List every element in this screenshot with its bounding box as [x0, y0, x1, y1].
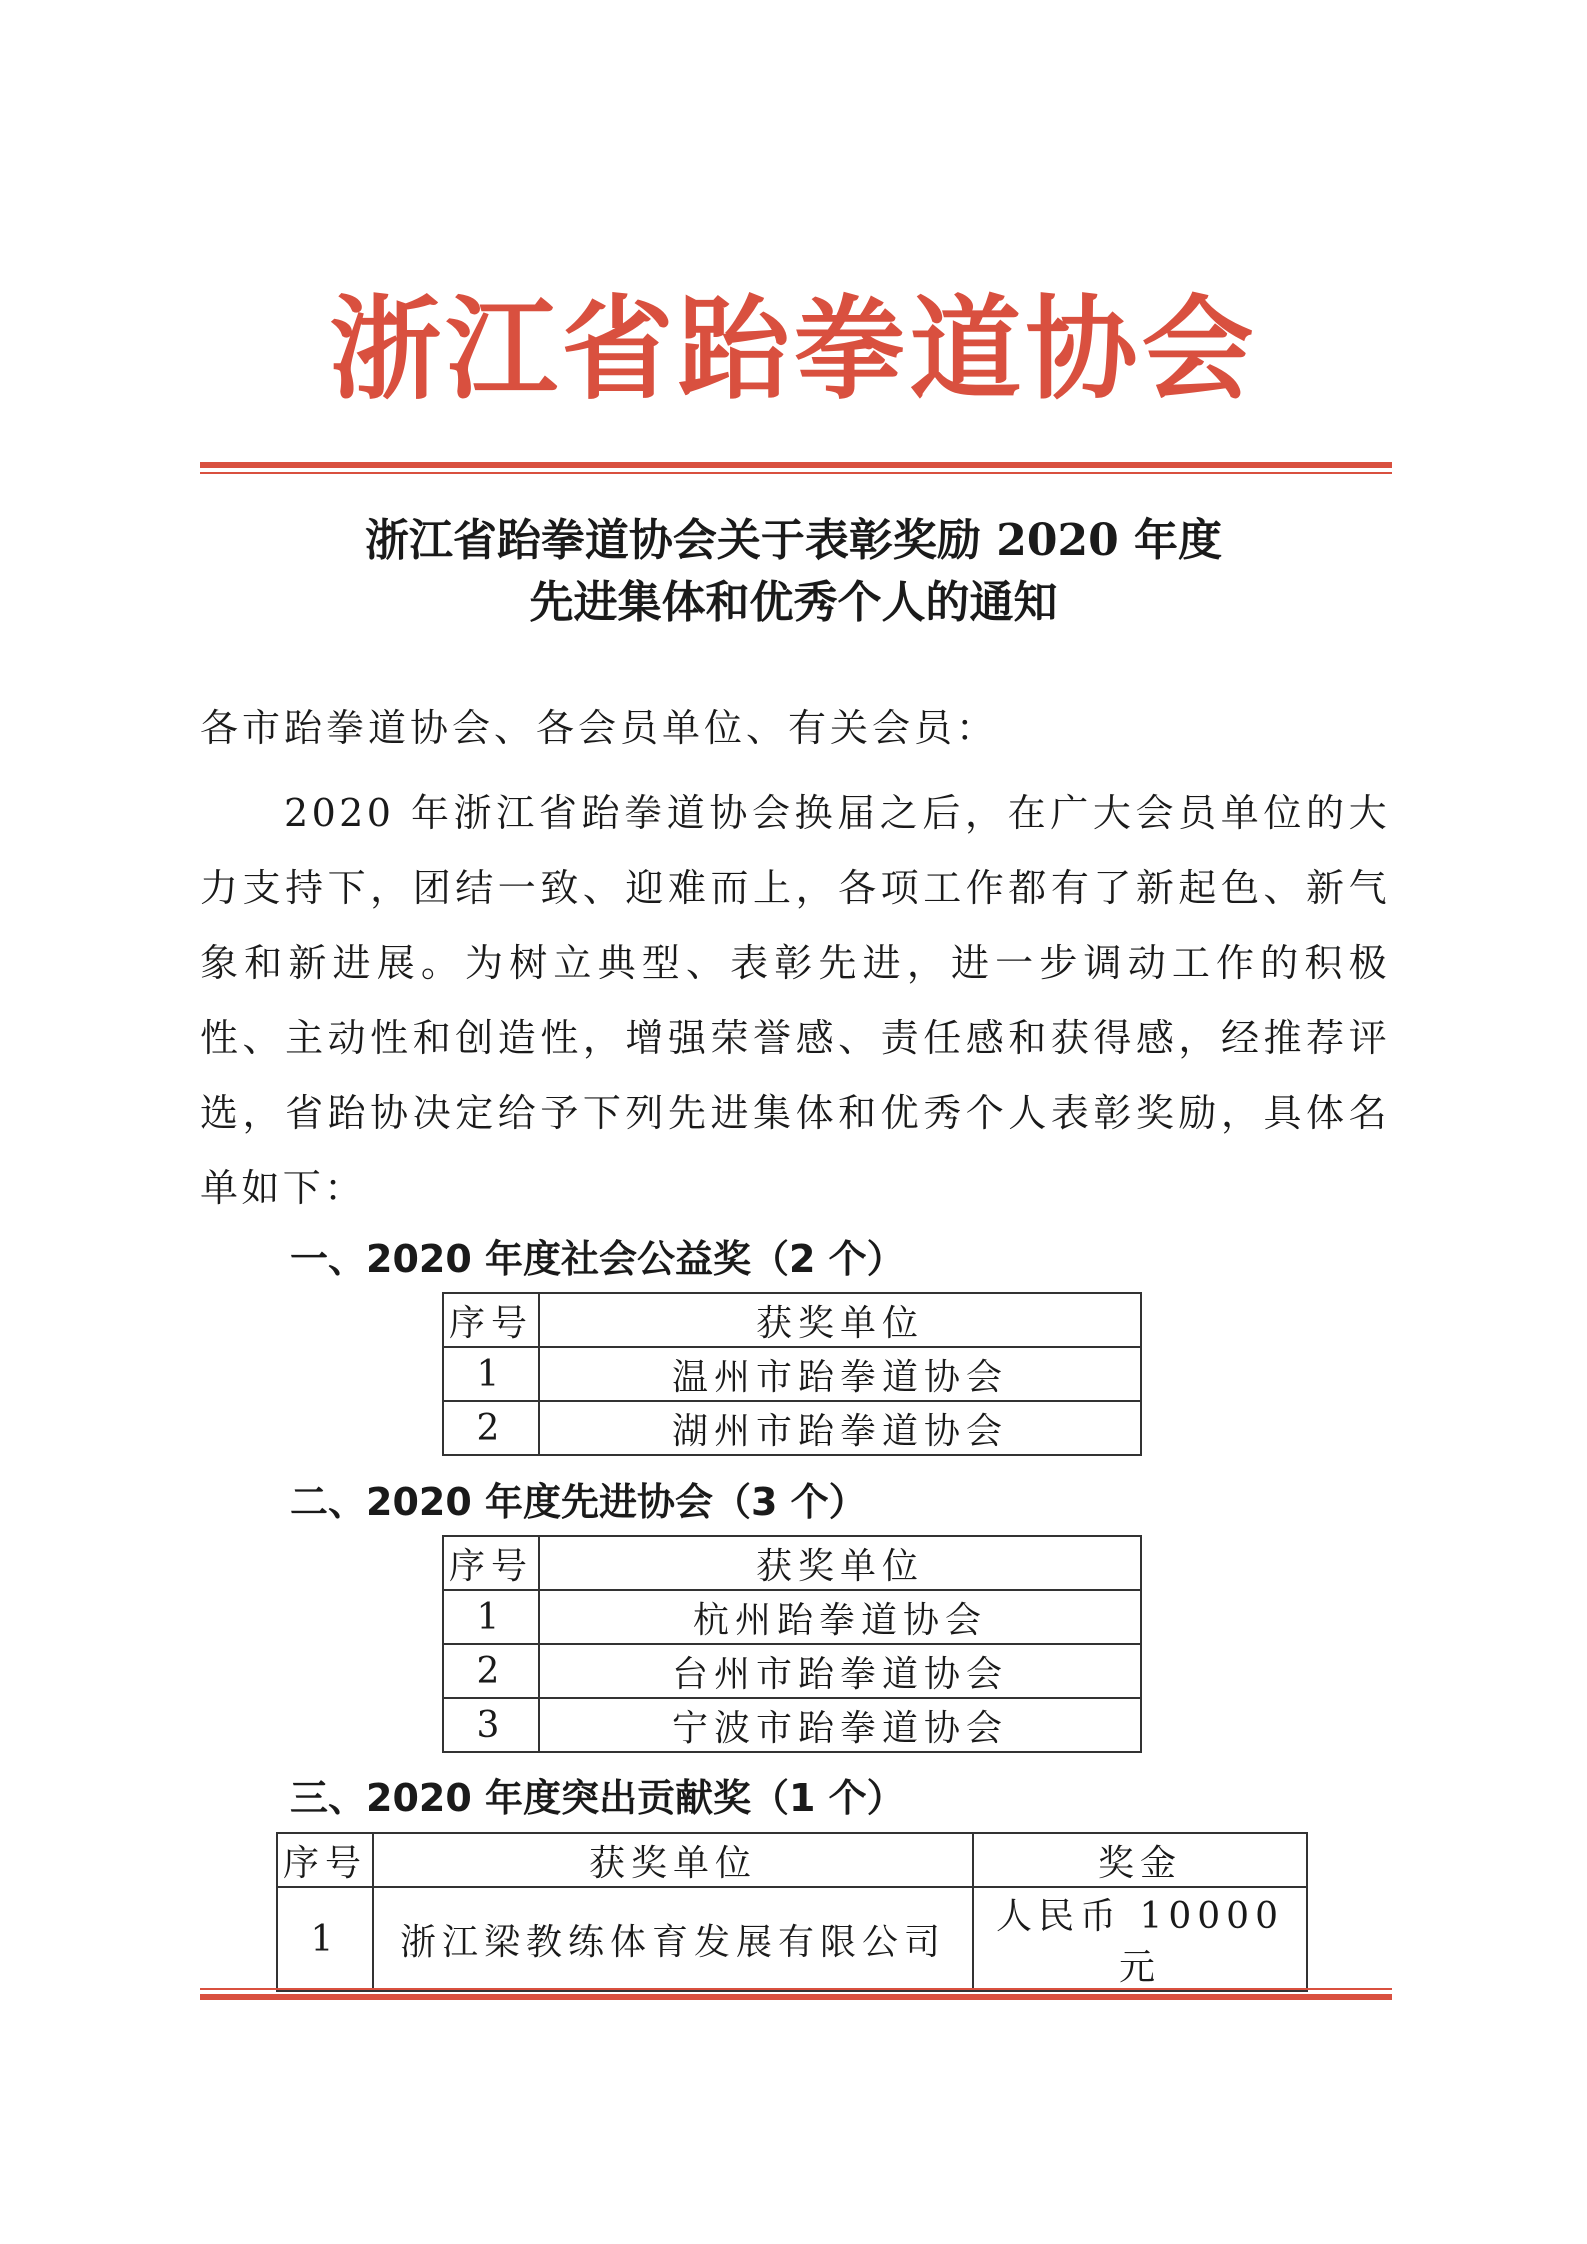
footer-divider-thick	[200, 1994, 1392, 2000]
section-heading-advanced-association: 二、2020 年度先进协会（3 个）	[290, 1480, 867, 1524]
body-paragraph	[200, 776, 1390, 1226]
section-heading-public-welfare: 一、2020 年度社会公益奖（2 个）	[290, 1237, 905, 1281]
header-divider-thin	[200, 472, 1392, 474]
row-index: 3	[443, 1698, 539, 1752]
table-row	[277, 1887, 1307, 1991]
table-row	[443, 1644, 1141, 1698]
award-unit: 湖州市跆拳道协会	[539, 1401, 1141, 1455]
row-index: 2	[443, 1644, 539, 1698]
award-unit: 浙江梁教练体育发展有限公司	[373, 1887, 973, 1991]
column-header: 获奖单位	[373, 1833, 973, 1887]
table-header-row	[443, 1536, 1141, 1590]
award-unit: 杭州跆拳道协会	[539, 1590, 1141, 1644]
award-unit: 台州市跆拳道协会	[539, 1644, 1141, 1698]
table-row	[443, 1698, 1141, 1752]
table-row	[443, 1347, 1141, 1401]
row-index: 1	[443, 1590, 539, 1644]
advanced-association-table	[442, 1535, 1142, 1753]
award-unit: 温州市跆拳道协会	[539, 1347, 1141, 1401]
row-index: 1	[443, 1347, 539, 1401]
column-header: 序号	[443, 1536, 539, 1590]
column-header: 序号	[277, 1833, 373, 1887]
header-divider-thick	[200, 462, 1392, 468]
letterhead-title: 浙江省跆拳道协会	[329, 285, 1258, 415]
notice-title-line1: 浙江省跆拳道协会关于表彰奖励 2020 年度	[364, 515, 1223, 566]
footer-divider	[200, 1988, 1392, 2000]
prize-amount: 人民币 10000 元	[973, 1887, 1307, 1991]
notice-title	[0, 510, 1587, 634]
section-heading-outstanding-contribution: 三、2020 年度突出贡献奖（1 个）	[290, 1776, 905, 1820]
column-header: 序号	[443, 1293, 539, 1347]
award-unit: 宁波市跆拳道协会	[539, 1698, 1141, 1752]
column-header: 获奖单位	[539, 1293, 1141, 1347]
column-header: 奖金	[973, 1833, 1307, 1887]
public-welfare-table	[442, 1292, 1142, 1456]
column-header: 获奖单位	[539, 1536, 1141, 1590]
row-index: 2	[443, 1401, 539, 1455]
table-row	[443, 1590, 1141, 1644]
table-header-row	[277, 1833, 1307, 1887]
footer-divider-thin	[200, 1988, 1392, 1990]
table-header-row	[443, 1293, 1141, 1347]
table-row	[443, 1401, 1141, 1455]
greeting: 各市跆拳道协会、各会员单位、有关会员：	[200, 706, 999, 750]
outstanding-contribution-table	[276, 1832, 1308, 1992]
body-paragraph-text: 2020 年浙江省跆拳道协会换届之后，在广大会员单位的大力支持下，团结一致、迎难而上，各项工作都有了新起色、新气象和新进展。为树立典型、表彰先进，进一步调动工作的积极性、主动性和创造性，增强荣誉感、责任感和获得感，经推荐评选，省跆协决定给予下列先进集体和优秀个人表彰奖励，具体名单如下：	[200, 791, 1390, 1210]
notice-title-line2: 先进集体和优秀个人的通知	[529, 577, 1058, 628]
row-index: 1	[277, 1887, 373, 1991]
header-divider	[200, 462, 1392, 474]
